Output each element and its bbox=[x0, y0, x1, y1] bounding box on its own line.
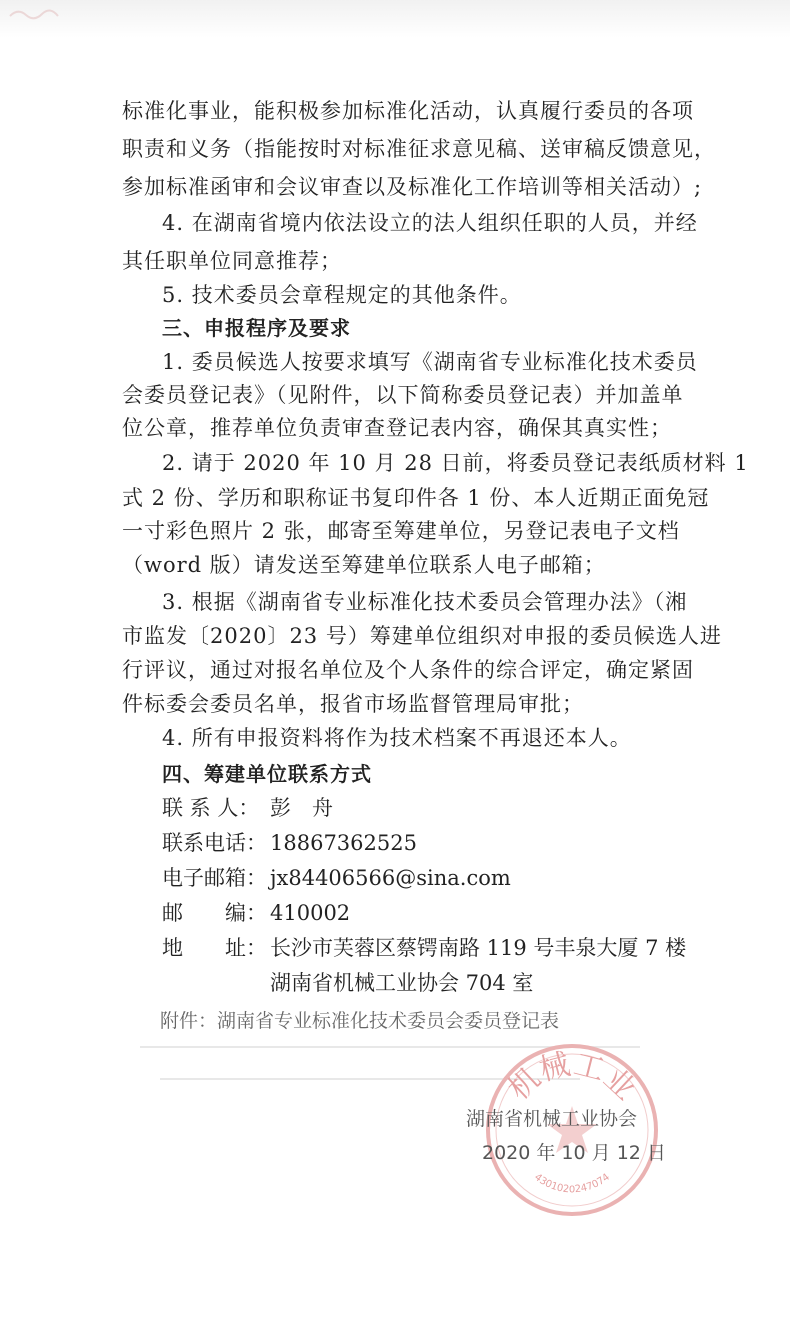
scan-top-band bbox=[0, 0, 790, 38]
contact-postcode-value: 410002 bbox=[270, 901, 351, 925]
contact-phone-value: 18867362525 bbox=[270, 831, 417, 855]
paragraph-line: 职责和义务（指能按时对标准征求意见稿、送审稿反馈意见， bbox=[122, 137, 716, 161]
paragraph-line: 件标委会委员名单，报省市场监督管理局审批； bbox=[122, 692, 584, 716]
paragraph-line: 4. 在湖南省境内依法设立的法人组织任职的人员，并经 bbox=[162, 211, 698, 235]
paragraph-line: 3. 根据《湖南省专业标准化技术委员会管理办法》（湘 bbox=[162, 590, 688, 614]
paragraph-line: 4. 所有申报资料将作为技术档案不再退还本人。 bbox=[162, 726, 632, 750]
paragraph-line: 标准化事业，能积极参加标准化活动，认真履行委员的各项 bbox=[122, 99, 694, 123]
paragraph-line: 会委员登记表》（见附件，以下简称委员登记表）并加盖单 bbox=[122, 383, 684, 407]
seal-text-top: 机械工业 bbox=[501, 1046, 643, 1108]
svg-text:4301020247074 bbox=[532, 1172, 612, 1195]
contact-address-line2: 湖南省机械工业协会 704 室 bbox=[270, 971, 534, 995]
contact-address-row bbox=[162, 930, 686, 966]
section-heading: 三、申报程序及要求 bbox=[162, 316, 351, 340]
contact-person-value: 彭 舟 bbox=[270, 796, 333, 820]
paragraph-line: 一寸彩色照片 2 张，邮寄至筹建单位，另登记表电子文档 bbox=[122, 519, 680, 543]
contact-person-label: 联 系 人： bbox=[162, 796, 260, 820]
paragraph-line: 1. 委员候选人按要求填写《湖南省专业标准化技术委员 bbox=[162, 350, 698, 374]
contact-email-label: 电子邮箱： bbox=[162, 866, 267, 890]
contact-address-label: 地 址： bbox=[162, 936, 267, 960]
svg-text:机械工业 bbox=[502, 1047, 643, 1107]
attachment-note: 附件：湖南省专业标准化技术委员会委员登记表 bbox=[160, 1010, 560, 1032]
contact-email-value: jx84406566@sina.com bbox=[270, 866, 511, 890]
scan-artifact-mark bbox=[8, 6, 68, 22]
paragraph-line: 参加标准函审和会议审查以及标准化工作培训等相关活动）; bbox=[122, 175, 703, 199]
section-heading: 四、筹建单位联系方式 bbox=[162, 762, 372, 786]
seal-number: 4301020247074 bbox=[532, 1171, 612, 1196]
paragraph-line: 行评议，通过对报名单位及个人条件的综合评定，确定紧固 bbox=[122, 658, 694, 682]
paragraph-line: 5. 技术委员会章程规定的其他条件。 bbox=[162, 283, 522, 307]
contact-postcode-row bbox=[162, 895, 350, 931]
signature-organization: 湖南省机械工业协会 bbox=[466, 1108, 638, 1130]
signature-date: 2020 年 10 月 12 日 bbox=[482, 1142, 666, 1164]
paragraph-line: 市监发〔2020〕23 号）筹建单位组织对申报的委员候选人进 bbox=[122, 624, 722, 648]
contact-email-row bbox=[162, 860, 511, 896]
paragraph-line: 2. 请于 2020 年 10 月 28 日前，将委员登记表纸质材料 1 bbox=[162, 451, 749, 475]
contact-phone-label: 联系电话： bbox=[162, 831, 267, 855]
contact-address-line1: 长沙市芙蓉区蔡锷南路 119 号丰泉大厦 7 楼 bbox=[270, 936, 687, 960]
paragraph-line: 位公章，推荐单位负责审查登记表内容，确保其真实性； bbox=[122, 416, 672, 440]
contact-person-row bbox=[162, 790, 333, 826]
contact-postcode-label: 邮 编： bbox=[162, 901, 267, 925]
paragraph-line: 其任职单位同意推荐； bbox=[122, 249, 342, 273]
paragraph-line: 式 2 份、学历和职称证书复印件各 1 份、本人近期正面免冠 bbox=[122, 486, 710, 510]
contact-phone-row bbox=[162, 825, 417, 861]
paragraph-line: （word 版）请发送至筹建单位联系人电子邮箱； bbox=[122, 553, 606, 577]
